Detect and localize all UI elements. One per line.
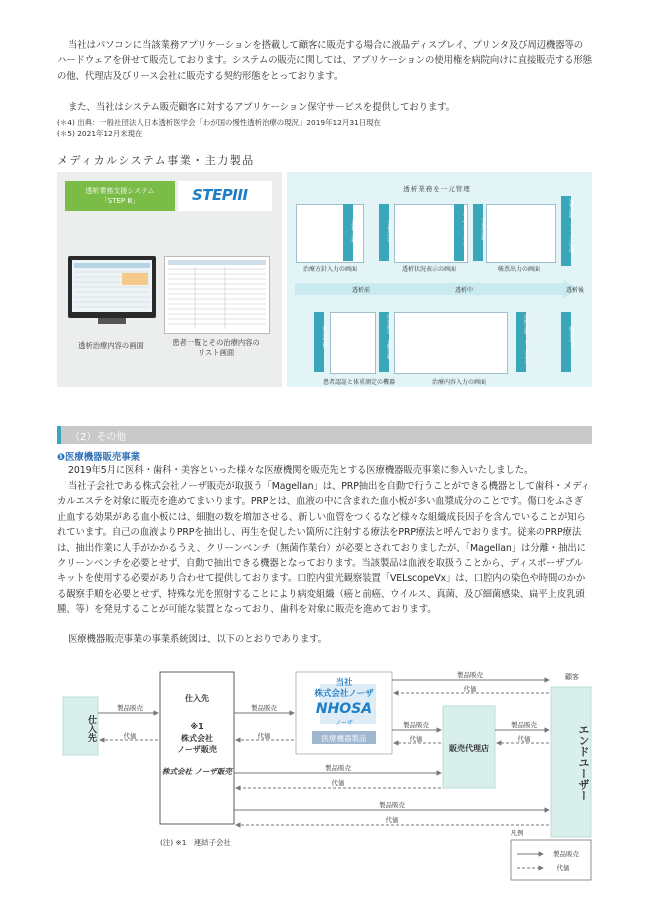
legend-sales: 製品販売 xyxy=(553,850,579,858)
vlabel-5: 透析記録・バイタル管理 xyxy=(568,198,574,253)
flow-sales-6: 製品販売 xyxy=(325,764,351,772)
company-logo: NHOSA xyxy=(315,701,373,717)
vlabel-8: 治療実施・データ入力 xyxy=(523,314,529,364)
purchase-note: ※1 xyxy=(190,722,204,731)
company-line2: 株式会社ノーザ xyxy=(314,689,374,699)
flow-payment-5: 代価 xyxy=(517,735,531,743)
caption-monitor: 透析治療内容の画面 xyxy=(78,341,144,350)
vlabel-1: 透析方針 xyxy=(350,220,356,242)
flow-sales-4: 製品販売 xyxy=(403,721,429,729)
medical-section-title: メディカルシステム事業・主力製品 xyxy=(57,154,255,167)
flow-payment-4: 代価 xyxy=(409,735,423,743)
vlabel-2: 条件設定 xyxy=(386,220,392,242)
customer-label: 顧客 xyxy=(565,673,579,681)
purchase-logo: 株式会社 ノーザ販売 xyxy=(162,767,232,776)
agency-label: 販売代理店 xyxy=(449,744,489,753)
caption-list: 患者一覧とその治療内容の リスト画面 xyxy=(172,338,260,357)
flow-before: 透析前 xyxy=(352,287,371,294)
purchase-company1: 株式会社 xyxy=(181,734,213,743)
intro-paragraph-1: 当社はパソコンに当該業務アプリケーションを搭載して顧客に販売する場合に液晶ディスプレイ、プリンタ及び周辺機器等のハードウェアを併せて販売しております。システムの販売に関しては、アプリケーションの使用権を病院向けに直接販売する形態の他、代理店及びリース会社に販売する契約形態をとっております。 xyxy=(57,40,592,82)
legend-title: 凡例 xyxy=(510,829,524,837)
flow-title: 透析業務を一元管理 xyxy=(403,185,471,193)
company-logo-sub: ノーザ xyxy=(335,720,353,727)
other-paragraph-1: 2019年5月に医科・歯科・美容といった様々な医療機関を販売先とする医療機器販売事業に参入いたしました。 xyxy=(68,465,534,476)
intro-paragraph-2: また、当社はシステム販売顧客に対するアプリケーション保守サービスを提供しております。 xyxy=(68,102,455,113)
step-logo-text: STEPIII xyxy=(192,186,248,204)
flow-after: 透析後 xyxy=(566,287,585,294)
purchase-title: 仕入先 xyxy=(185,694,209,703)
other-paragraph-2: 当社子会社である株式会社ノーザ販売が取扱う「Magellan」は、PRP抽出を自動で行うことができる機器として歯科・メディカルエステを対象に販売を進めてまいります。PRPとは、血液の中に含まれた血小板が多い血漿成分のことです。傷口をふさぎ止血する効果がある血小板には、細胞の数を増加させる、新しい血管をつくるなど様々な組織成長因子を含んでいることが知られています。自己の血液よりPRPを抽出し、再生を促したい箇所に注射する療法をPRP療法と呼んでおります。従来のPRP療法は、抽出作業に人手がかかるうえ、クリーンベンチ（無菌作業台）が必要とされておりましたが、「Magellan」は分離・抽出にクリーンベンチを必要とせず、自動で抽出できる機器となっております。当該製品は血液を取扱うことから、ディスポーザブルキットを使用する必要があり合わせて提供しております。口腔内蛍光観察装置「VELscopeVx」は、口腔内の染色や時間のかかる観察手順を必要とせず、特殊な光を照射することにより病変組織（癌と前癌、ウイルス、真菌、及び細菌感染、扁平上皮乳頭腫、等）を発見することが可能な装置となっており、歯科を対象に販売を進めております。 xyxy=(57,481,590,616)
vlabel-7: 体重測定・自動登録 xyxy=(386,314,392,359)
vlabel-3: モニタリング xyxy=(461,212,467,245)
flow-payment-2: 代価 xyxy=(257,732,271,740)
enduser-label: エンドユーザー xyxy=(577,723,590,801)
company-line1: 当社 xyxy=(335,678,353,688)
section-header-text: （2）その他 xyxy=(70,432,127,443)
diagram-footnote: (注) ※1 連結子会社 xyxy=(160,838,231,847)
cap-plan: 治療方針入力の画面 xyxy=(303,266,358,273)
cap-treat: 治療内容入力の画面 xyxy=(432,379,487,386)
cap-form: 帳票出力の画面 xyxy=(498,266,541,273)
company-product: 医療機器製品 xyxy=(321,734,367,743)
legend-box xyxy=(511,840,591,880)
vlabel-6: 患者受付 xyxy=(321,326,327,348)
flow-sales-2: 製品販売 xyxy=(251,704,277,712)
flow-sales-1: 製品販売 xyxy=(117,704,143,712)
flow-sales-5: 製品販売 xyxy=(511,721,537,729)
flow-sales-7: 製品販売 xyxy=(379,801,405,809)
footnote-4: (＊4) 出典：一般社団法人日本透析医学会「わが国の慢性透析治療の現況」2019年12月31日現在 xyxy=(57,118,381,127)
cap-status: 透析状況表示の画面 xyxy=(402,266,457,273)
vlabel-9: 帳票出力 xyxy=(568,326,574,348)
flow-payment-3: 代価 xyxy=(463,685,477,693)
footnote-5: (＊5) 2021年12月末現在 xyxy=(57,129,143,138)
flow-during: 透析中 xyxy=(455,287,474,294)
supplier-label: 仕入先 xyxy=(86,714,96,742)
flow-payment-1: 代価 xyxy=(123,732,137,740)
other-paragraph-3: 医療機器販売事業の事業系統図は、以下のとおりであります。 xyxy=(68,634,327,645)
legend-payment: 代価 xyxy=(556,864,570,872)
product-label-line2: 「STEP Ⅲ」 xyxy=(100,197,140,205)
flow-payment-6: 代価 xyxy=(331,779,345,787)
product-label-line1: 透析業務支援システム xyxy=(85,187,155,195)
subhead-medical-device: ❶医療機器販売事業 xyxy=(57,452,140,463)
flow-payment-7: 代価 xyxy=(385,816,399,824)
vlabel-4: 実施記録 xyxy=(480,218,486,240)
flow-sales-3: 製品販売 xyxy=(457,671,483,679)
purchase-company2: ノーザ販売 xyxy=(177,745,217,754)
cap-patient: 患者認証と体重測定の機器 xyxy=(323,379,396,386)
